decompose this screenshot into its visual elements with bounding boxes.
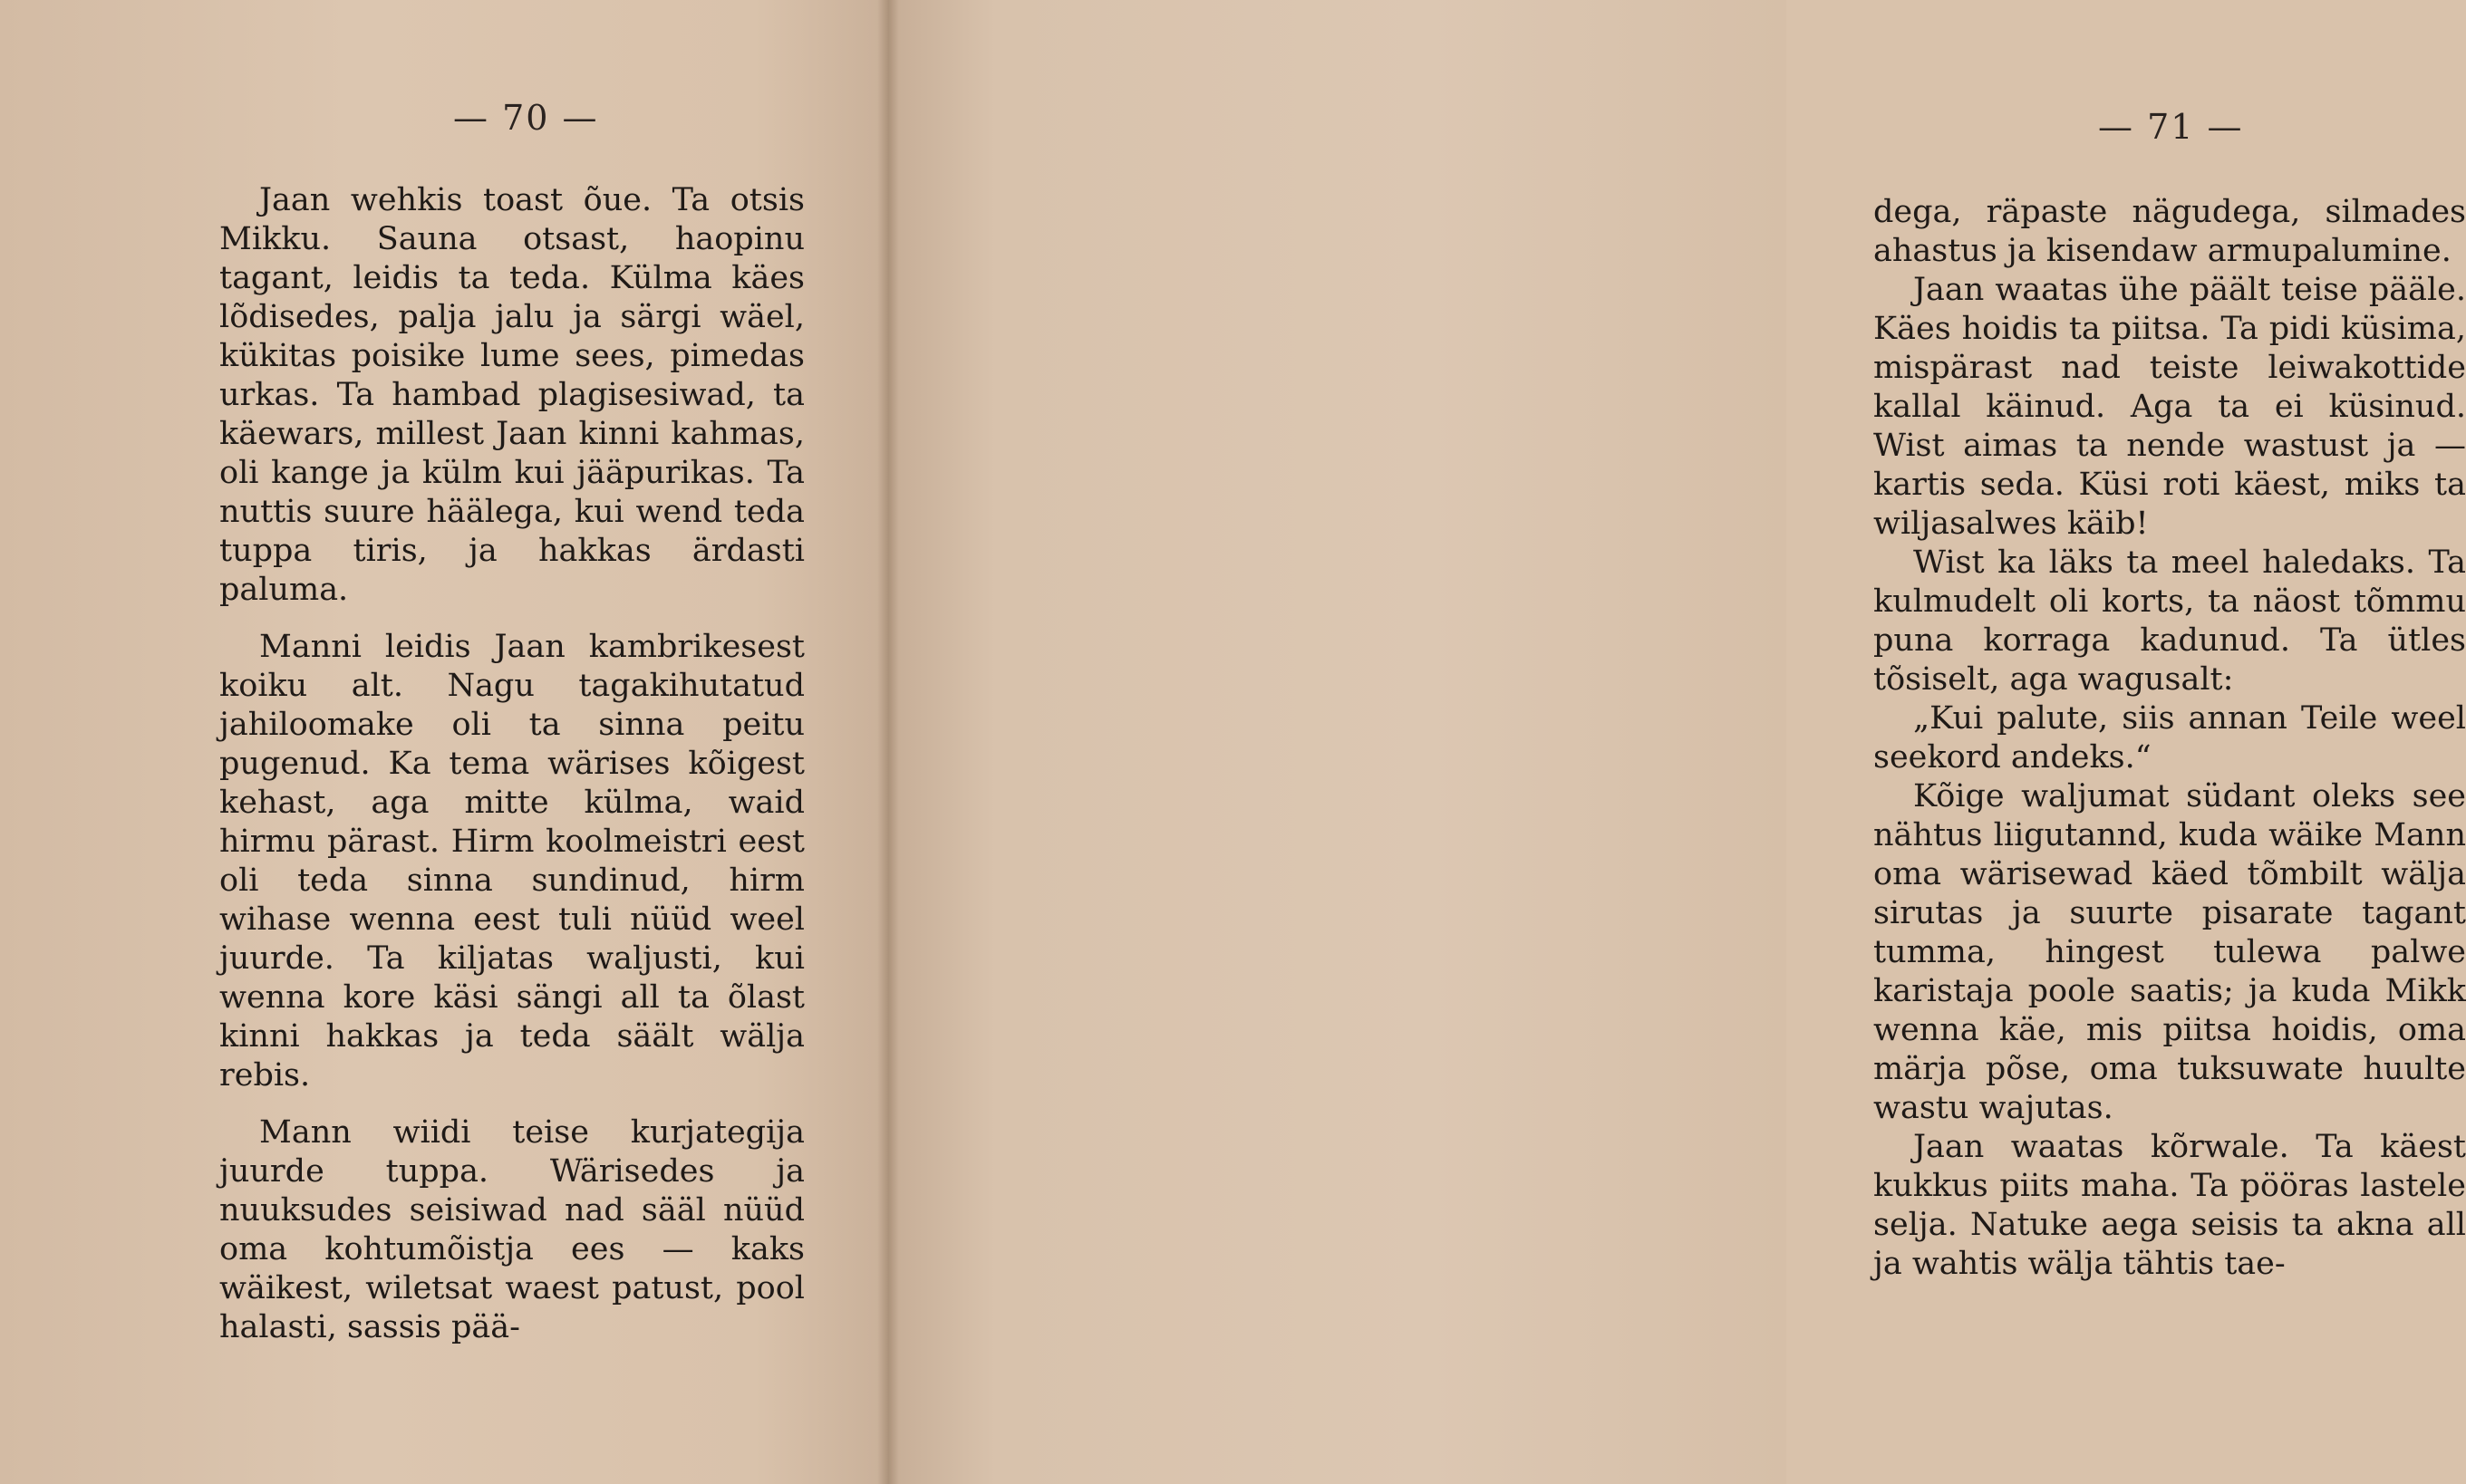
paragraph: Kõige waljumat südant oleks see nähtus liigutannd, kuda wäike Mann oma wärisewad käed tõmbilt wälja sirutas ja suurte pisarate tagant tumma, hingest tulewa palwe karistaja poole saatis; ja kuda Mikk wenna käe, mis piitsa hoidis, oma märja põse, oma tuksuwate huulte wastu wajutas. xyxy=(1873,778,2466,1126)
paragraph: Jaan waatas ühe päält teise pääle. Käes hoidis ta piitsa. Ta pidi küsima, mispärast nad teiste leiwakottide kallal käinud. Aga ta ei küsinud. Wist aimas ta nende wastust ja — kartis seda. Küsi roti käest, miks ta wiljasalwes käib! xyxy=(1873,272,2466,542)
paragraph: Jaan wehkis toast õue. Ta otsis Mikku. Sauna otsast, haopinu tagant, leidis ta teda. Külma käes lõdisedes, palja jalu ja särgi wäel, kükitas poisike lume sees, pimedas urkas. Ta hambad plagisesiwad, ta käewars, millest Jaan kinni kahmas, oli kange ja külm kui jääpurikas. Ta nuttis suure häälega, kui wend teda tuppa tiris, ja hakkas ärdasti paluma. xyxy=(219,182,805,608)
left-page-number: — 70 — xyxy=(453,98,599,138)
right-page-text xyxy=(1873,193,2466,1284)
book-gutter xyxy=(877,0,899,1484)
right-page-number: — 71 — xyxy=(2098,107,2244,147)
right-page xyxy=(888,0,2466,1484)
paragraph: „Kui palute, siis annan Teile weel seekord andeks.“ xyxy=(1873,700,2466,776)
paragraph: Jaan waatas kõrwale. Ta käest kukkus piits maha. Ta pööras lastele selja. Natuke aega seisis ta akna all ja wahtis wälja tähtis tae- xyxy=(1873,1129,2466,1282)
paragraph: Mann wiidi teise kurjategija juurde tuppa. Wärisedes ja nuuksudes seisiwad nad sääl nüüd oma kohtumõistja ees — kaks wäikest, wiletsat waest patust, pool halasti, sassis pää- xyxy=(219,1114,805,1345)
paragraph: Manni leidis Jaan kambrikesest koiku alt. Nagu tagakihutatud jahiloomake oli ta sinna peitu pugenud. Ka tema wärises kõigest kehast, aga mitte külma, waid hirmu pärast. Hirm koolmeistri eest oli teda sinna sundinud, hirm wihase wenna eest tuli nüüd weel juurde. Ta kiljatas waljusti, kui wenna kore käsi sängi all ta õlast kinni hakkas ja teda säält wälja rebis. xyxy=(219,629,805,1094)
paragraph: Wist ka läks ta meel haledaks. Ta kulmudelt oli korts, ta näost tõmmu puna korraga kadunud. Ta ütles tõsiselt, aga wagusalt: xyxy=(1873,544,2466,698)
paragraph: dega, räpaste nägudega, silmades ahastus ja kisendaw armupalumine. xyxy=(1873,194,2466,269)
left-page-text xyxy=(219,181,805,1347)
left-page xyxy=(0,0,888,1484)
